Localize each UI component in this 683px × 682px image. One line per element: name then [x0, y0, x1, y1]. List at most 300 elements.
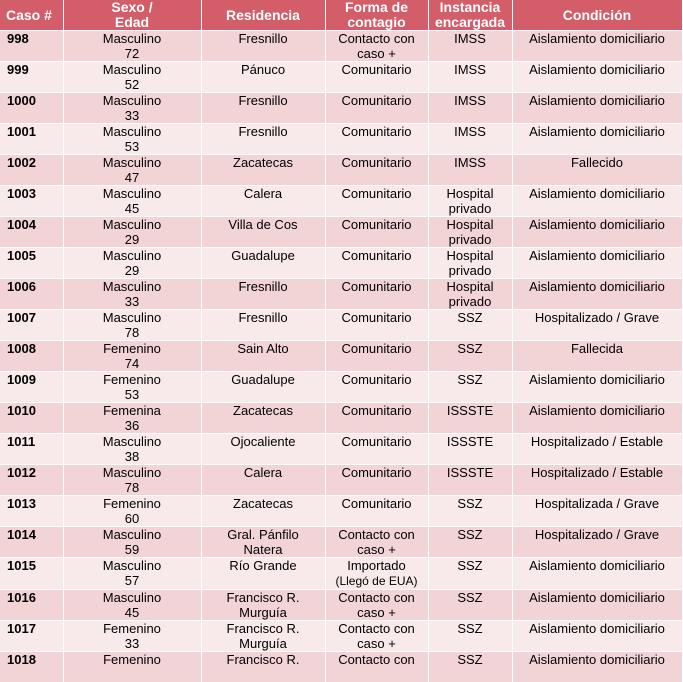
forma-line1: Contacto con	[338, 590, 415, 605]
cell-sexo-edad	[63, 590, 201, 621]
forma-line1: Comunitario	[341, 372, 411, 387]
forma-line1: Contacto con	[338, 527, 415, 542]
sexo-text: Masculino	[103, 31, 162, 46]
cell-condicion	[512, 186, 682, 217]
cell-forma	[325, 186, 428, 217]
cell-condicion	[512, 341, 682, 372]
cell-forma	[325, 62, 428, 93]
table-row	[0, 124, 682, 155]
instancia-line2: privado	[449, 263, 492, 278]
forma-line1: Comunitario	[341, 341, 411, 356]
cell-condicion	[512, 217, 682, 248]
cell-caso	[0, 465, 63, 496]
forma-line1: Comunitario	[341, 124, 411, 139]
cell-condicion	[512, 310, 682, 341]
cell-instancia	[428, 590, 512, 621]
cell-residencia	[201, 496, 325, 527]
cell-caso	[0, 434, 63, 465]
cell-forma	[325, 403, 428, 434]
cell-condicion	[512, 434, 682, 465]
cell-instancia	[428, 31, 512, 62]
cell-sexo-edad	[63, 621, 201, 652]
cell-condicion	[512, 31, 682, 62]
cell-condicion	[512, 465, 682, 496]
header-sexo-line2: Edad	[115, 14, 149, 30]
residencia-line1: Fresnillo	[238, 279, 287, 294]
instancia-line1: SSZ	[457, 621, 482, 636]
header-condicion: Condición	[512, 0, 682, 31]
cell-caso	[0, 124, 63, 155]
condicion-text: Aislamiento domiciliario	[529, 558, 665, 573]
forma-line1: Comunitario	[341, 496, 411, 511]
caso-number: 1001	[7, 124, 36, 139]
cell-sexo-edad	[63, 31, 201, 62]
table-row	[0, 248, 682, 279]
header-instancia-line2: encargada	[435, 14, 505, 30]
cell-sexo-edad	[63, 155, 201, 186]
cell-instancia	[428, 434, 512, 465]
forma-line1: Contacto con	[338, 652, 415, 667]
forma-line1: Comunitario	[341, 403, 411, 418]
cell-forma	[325, 310, 428, 341]
instancia-line2: privado	[449, 294, 492, 309]
table-row	[0, 465, 682, 496]
cell-residencia	[201, 31, 325, 62]
cell-sexo-edad	[63, 652, 201, 682]
instancia-line1: ISSSTE	[447, 403, 493, 418]
condicion-text: Hospitalizado / Grave	[535, 527, 659, 542]
cell-sexo-edad	[63, 434, 201, 465]
cell-forma	[325, 527, 428, 558]
forma-line1: Importado	[347, 558, 406, 573]
sexo-text: Masculino	[103, 124, 162, 139]
cell-sexo-edad	[63, 93, 201, 124]
header-forma-line1: Forma de	[345, 0, 408, 15]
cell-caso	[0, 590, 63, 621]
cell-caso	[0, 372, 63, 403]
cell-instancia	[428, 465, 512, 496]
cell-instancia	[428, 93, 512, 124]
edad-text: 53	[125, 139, 139, 154]
cell-caso	[0, 341, 63, 372]
cell-caso	[0, 31, 63, 62]
sexo-text: Masculino	[103, 155, 162, 170]
caso-number: 1010	[7, 403, 36, 418]
cell-forma	[325, 31, 428, 62]
residencia-line1: Río Grande	[229, 558, 296, 573]
cell-residencia	[201, 465, 325, 496]
cell-residencia	[201, 434, 325, 465]
condicion-text: Aislamiento domiciliario	[529, 621, 665, 636]
instancia-line1: ISSSTE	[447, 434, 493, 449]
table-row	[0, 93, 682, 124]
forma-line1: Comunitario	[341, 310, 411, 325]
header-residencia: Residencia	[201, 0, 325, 31]
header-instancia-line1: Instancia	[440, 0, 501, 15]
edad-text: 53	[125, 387, 139, 402]
forma-line1: Comunitario	[341, 93, 411, 108]
residencia-line1: Calera	[244, 186, 282, 201]
sexo-text: Masculino	[103, 248, 162, 263]
cell-forma	[325, 558, 428, 590]
residencia-line1: Ojocaliente	[230, 434, 295, 449]
caso-number: 1003	[7, 186, 36, 201]
caso-number: 1016	[7, 590, 36, 605]
residencia-line1: Fresnillo	[238, 124, 287, 139]
edad-text: 78	[125, 480, 139, 495]
forma-line1: Comunitario	[341, 217, 411, 232]
caso-number: 1011	[7, 434, 35, 449]
table-row	[0, 621, 682, 652]
condicion-text: Fallecido	[571, 155, 623, 170]
cell-forma	[325, 279, 428, 310]
cell-caso	[0, 527, 63, 558]
cell-caso	[0, 186, 63, 217]
forma-line2: caso +	[357, 46, 396, 61]
sexo-text: Femenina	[103, 403, 161, 418]
cell-caso	[0, 496, 63, 527]
residencia-line2: Natera	[243, 542, 282, 557]
caso-number: 1012	[7, 465, 36, 480]
cell-condicion	[512, 93, 682, 124]
cell-residencia	[201, 217, 325, 248]
sexo-text: Masculino	[103, 527, 162, 542]
table-row	[0, 155, 682, 186]
cell-forma	[325, 621, 428, 652]
instancia-line1: SSZ	[457, 652, 482, 667]
cell-residencia	[201, 310, 325, 341]
cell-forma	[325, 652, 428, 682]
cell-residencia	[201, 403, 325, 434]
table-row	[0, 186, 682, 217]
edad-text: 74	[125, 356, 139, 371]
cell-condicion	[512, 62, 682, 93]
cell-sexo-edad	[63, 217, 201, 248]
forma-line1: Comunitario	[341, 434, 411, 449]
cell-caso	[0, 403, 63, 434]
cell-residencia	[201, 621, 325, 652]
forma-line2: (Llegó de EUA)	[335, 574, 417, 588]
caso-number: 1013	[7, 496, 36, 511]
header-forma-line2: contagio	[347, 14, 405, 30]
edad-text: 45	[125, 201, 139, 216]
cell-instancia	[428, 496, 512, 527]
sexo-text: Masculino	[103, 93, 162, 108]
sexo-text: Masculino	[103, 590, 162, 605]
cell-forma	[325, 124, 428, 155]
caso-number: 1008	[7, 341, 36, 356]
cell-residencia	[201, 279, 325, 310]
edad-text: 38	[125, 449, 139, 464]
forma-line2: caso +	[357, 636, 396, 651]
caso-number: 1000	[7, 93, 36, 108]
instancia-line1: SSZ	[457, 558, 482, 573]
condicion-text: Aislamiento domiciliario	[529, 186, 665, 201]
table-row	[0, 217, 682, 248]
cell-forma	[325, 434, 428, 465]
edad-text: 59	[125, 542, 139, 557]
cell-condicion	[512, 527, 682, 558]
cell-forma	[325, 496, 428, 527]
cell-forma	[325, 465, 428, 496]
cell-caso	[0, 279, 63, 310]
caso-number: 1005	[7, 248, 36, 263]
forma-line1: Comunitario	[341, 186, 411, 201]
cell-forma	[325, 590, 428, 621]
instancia-line1: ISSSTE	[447, 465, 493, 480]
condicion-text: Aislamiento domiciliario	[529, 93, 665, 108]
instancia-line1: SSZ	[457, 527, 482, 542]
cell-sexo-edad	[63, 124, 201, 155]
cell-instancia	[428, 372, 512, 403]
residencia-line1: Zacatecas	[233, 496, 293, 511]
cell-caso	[0, 621, 63, 652]
sexo-text: Femenino	[103, 341, 161, 356]
residencia-line1: Fresnillo	[238, 93, 287, 108]
edad-text: 78	[125, 325, 139, 340]
cell-caso	[0, 93, 63, 124]
sexo-text: Masculino	[103, 62, 162, 77]
table-row	[0, 31, 682, 62]
cell-residencia	[201, 248, 325, 279]
table-row	[0, 652, 682, 682]
residencia-line2: Murguía	[239, 605, 287, 620]
caso-number: 999	[7, 62, 29, 77]
cell-instancia	[428, 217, 512, 248]
instancia-line1: IMSS	[454, 62, 486, 77]
table-row	[0, 496, 682, 527]
cell-forma	[325, 248, 428, 279]
residencia-line1: Gral. Pánfilo	[227, 527, 299, 542]
condicion-text: Aislamiento domiciliario	[529, 279, 665, 294]
instancia-line1: IMSS	[454, 31, 486, 46]
table-row	[0, 434, 682, 465]
caso-number: 1014	[7, 527, 36, 542]
cell-residencia	[201, 558, 325, 590]
cell-residencia	[201, 590, 325, 621]
cell-caso	[0, 155, 63, 186]
caso-number: 998	[7, 31, 29, 46]
condicion-text: Hospitalizado / Grave	[535, 310, 659, 325]
cell-instancia	[428, 403, 512, 434]
cell-instancia	[428, 186, 512, 217]
cell-instancia	[428, 527, 512, 558]
residencia-line1: Francisco R.	[227, 621, 300, 636]
instancia-line1: SSZ	[457, 590, 482, 605]
edad-text: 72	[125, 46, 139, 61]
table-row	[0, 527, 682, 558]
cell-residencia	[201, 372, 325, 403]
residencia-line1: Sain Alto	[237, 341, 288, 356]
cell-instancia	[428, 621, 512, 652]
cell-condicion	[512, 652, 682, 682]
sexo-text: Masculino	[103, 217, 162, 232]
cell-sexo-edad	[63, 62, 201, 93]
table-row	[0, 403, 682, 434]
instancia-line1: SSZ	[457, 372, 482, 387]
forma-line1: Contacto con	[338, 621, 415, 636]
cell-condicion	[512, 558, 682, 590]
cell-condicion	[512, 248, 682, 279]
cell-sexo-edad	[63, 279, 201, 310]
residencia-line1: Villa de Cos	[228, 217, 297, 232]
forma-line1: Comunitario	[341, 62, 411, 77]
edad-text: 57	[125, 573, 139, 588]
condicion-text: Aislamiento domiciliario	[529, 217, 665, 232]
residencia-line1: Zacatecas	[233, 403, 293, 418]
cell-caso	[0, 558, 63, 590]
cell-residencia	[201, 652, 325, 682]
edad-text: 45	[125, 605, 139, 620]
cell-condicion	[512, 403, 682, 434]
caso-number: 1015	[7, 558, 36, 573]
cell-instancia	[428, 124, 512, 155]
sexo-text: Masculino	[103, 465, 162, 480]
instancia-line1: Hospital	[447, 217, 494, 232]
header-caso: Caso #	[0, 0, 63, 31]
residencia-line1: Fresnillo	[238, 310, 287, 325]
table-row	[0, 558, 682, 590]
table-row	[0, 62, 682, 93]
caso-number: 1009	[7, 372, 36, 387]
forma-line2: caso +	[357, 605, 396, 620]
cell-caso	[0, 310, 63, 341]
instancia-line2: privado	[449, 201, 492, 216]
residencia-line2: Murguía	[239, 636, 287, 651]
forma-line1: Comunitario	[341, 465, 411, 480]
condicion-text: Aislamiento domiciliario	[529, 31, 665, 46]
cell-residencia	[201, 186, 325, 217]
instancia-line1: Hospital	[447, 248, 494, 263]
header-forma	[325, 0, 428, 31]
instancia-line1: SSZ	[457, 310, 482, 325]
caso-number: 1006	[7, 279, 36, 294]
forma-line1: Contacto con	[338, 31, 415, 46]
cell-caso	[0, 248, 63, 279]
instancia-line1: SSZ	[457, 496, 482, 511]
condicion-text: Aislamiento domiciliario	[529, 124, 665, 139]
condicion-text: Aislamiento domiciliario	[529, 403, 665, 418]
residencia-line1: Francisco R.	[227, 652, 300, 667]
condicion-text: Aislamiento domiciliario	[529, 62, 665, 77]
residencia-line1: Zacatecas	[233, 155, 293, 170]
header-instancia	[428, 0, 512, 31]
condicion-text: Hospitalizada / Grave	[535, 496, 659, 511]
cell-sexo-edad	[63, 403, 201, 434]
edad-text: 29	[125, 263, 139, 278]
cell-residencia	[201, 155, 325, 186]
cell-instancia	[428, 341, 512, 372]
caso-number: 1007	[7, 310, 36, 325]
header-sexo-line1: Sexo /	[111, 0, 152, 15]
header-sexo-edad	[63, 0, 201, 31]
edad-text: 52	[125, 77, 139, 92]
sexo-text: Femenino	[103, 496, 161, 511]
edad-text: 33	[125, 108, 139, 123]
instancia-line1: Hospital	[447, 279, 494, 294]
cell-instancia	[428, 558, 512, 590]
cell-residencia	[201, 341, 325, 372]
cell-instancia	[428, 279, 512, 310]
caso-number: 1018	[7, 652, 36, 667]
cell-sexo-edad	[63, 372, 201, 403]
cell-residencia	[201, 124, 325, 155]
table-row	[0, 590, 682, 621]
cell-sexo-edad	[63, 527, 201, 558]
condicion-text: Hospitalizado / Estable	[531, 465, 663, 480]
edad-text: 33	[125, 636, 139, 651]
header-row	[0, 0, 682, 31]
caso-number: 1017	[7, 621, 36, 636]
cell-condicion	[512, 155, 682, 186]
residencia-line1: Pánuco	[241, 62, 285, 77]
condicion-text: Aislamiento domiciliario	[529, 372, 665, 387]
condicion-text: Aislamiento domiciliario	[529, 652, 665, 667]
cell-instancia	[428, 310, 512, 341]
residencia-line1: Guadalupe	[231, 248, 295, 263]
forma-line1: Comunitario	[341, 279, 411, 294]
cell-caso	[0, 652, 63, 682]
cell-residencia	[201, 527, 325, 558]
edad-text: 47	[125, 170, 139, 185]
edad-text: 29	[125, 232, 139, 247]
forma-line1: Comunitario	[341, 248, 411, 263]
cell-instancia	[428, 62, 512, 93]
table-row	[0, 279, 682, 310]
edad-text: 33	[125, 294, 139, 309]
edad-text: 60	[125, 511, 139, 526]
cell-sexo-edad	[63, 186, 201, 217]
forma-line1: Comunitario	[341, 155, 411, 170]
table-row	[0, 372, 682, 403]
condicion-text: Fallecida	[571, 341, 623, 356]
residencia-line1: Calera	[244, 465, 282, 480]
condicion-text: Aislamiento domiciliario	[529, 248, 665, 263]
table-row	[0, 310, 682, 341]
sexo-text: Femenino	[103, 652, 161, 667]
sexo-text: Femenino	[103, 621, 161, 636]
cell-residencia	[201, 93, 325, 124]
sexo-text: Masculino	[103, 279, 162, 294]
table-row	[0, 341, 682, 372]
residencia-line1: Guadalupe	[231, 372, 295, 387]
caso-number: 1004	[7, 217, 36, 232]
forma-line2: caso +	[357, 542, 396, 557]
cell-residencia	[201, 62, 325, 93]
cell-condicion	[512, 496, 682, 527]
cell-condicion	[512, 621, 682, 652]
cell-forma	[325, 372, 428, 403]
instancia-line1: IMSS	[454, 93, 486, 108]
cell-forma	[325, 341, 428, 372]
condicion-text: Aislamiento domiciliario	[529, 590, 665, 605]
instancia-line1: IMSS	[454, 124, 486, 139]
residencia-line1: Francisco R.	[227, 590, 300, 605]
cell-instancia	[428, 248, 512, 279]
sexo-text: Masculino	[103, 310, 162, 325]
condicion-text: Hospitalizado / Estable	[531, 434, 663, 449]
cell-condicion	[512, 372, 682, 403]
cell-forma	[325, 155, 428, 186]
instancia-line1: IMSS	[454, 155, 486, 170]
cell-forma	[325, 217, 428, 248]
cell-instancia	[428, 155, 512, 186]
sexo-text: Masculino	[103, 434, 162, 449]
cell-caso	[0, 62, 63, 93]
cell-sexo-edad	[63, 310, 201, 341]
cell-sexo-edad	[63, 248, 201, 279]
instancia-line1: SSZ	[457, 341, 482, 356]
